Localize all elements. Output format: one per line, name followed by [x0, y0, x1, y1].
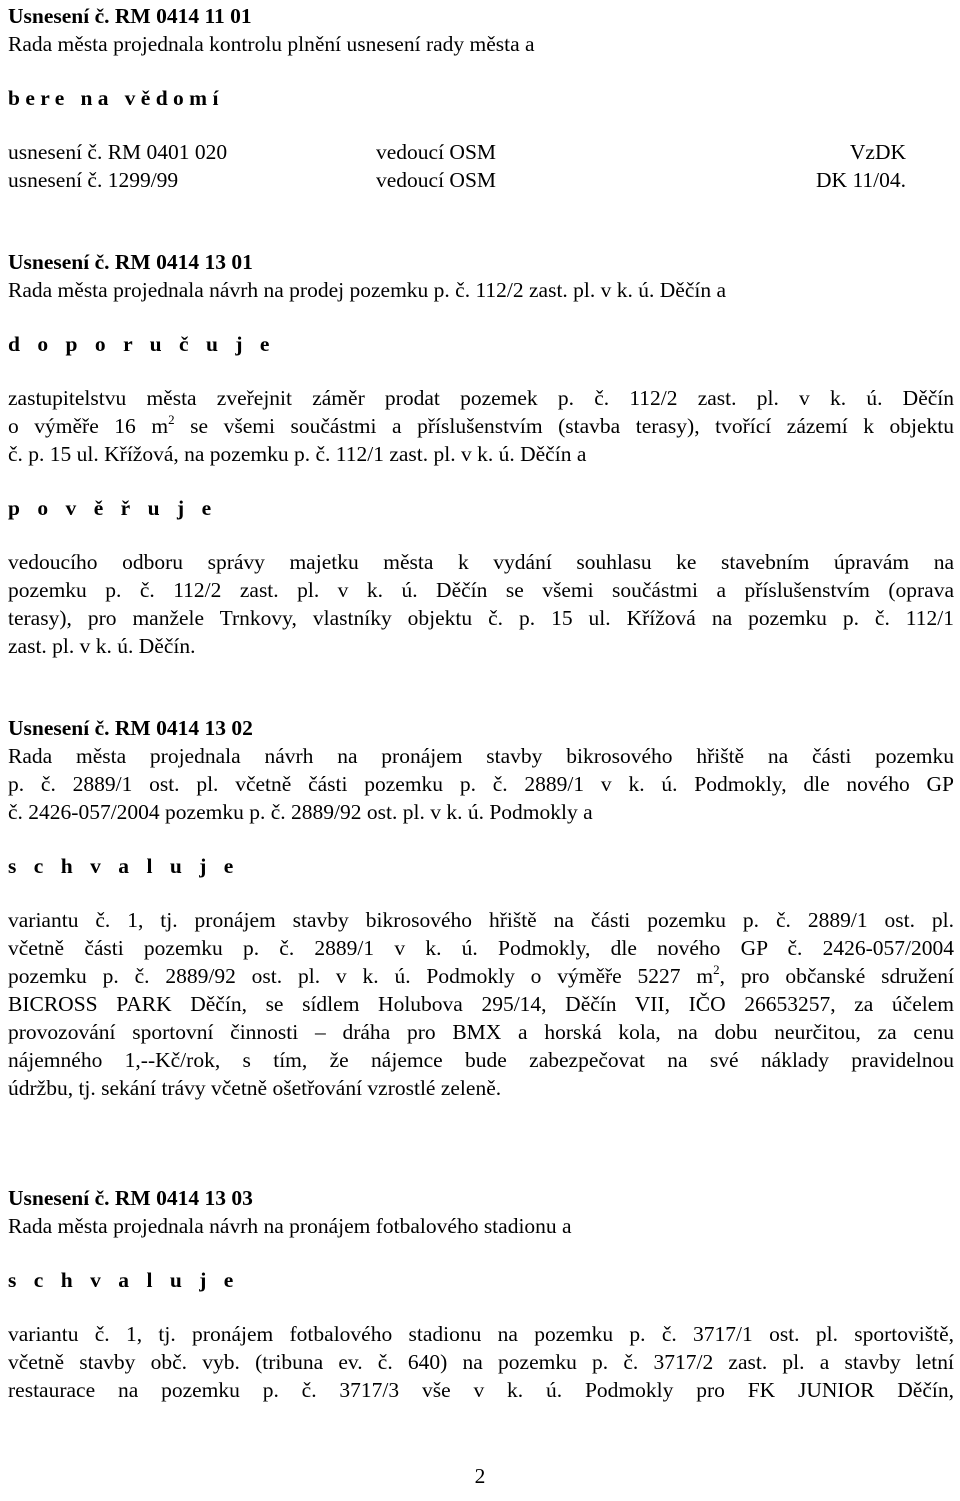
body-line: BICROSS PARK Děčín, se sídlem Holubova 295/14, Děčín VII, IČO 26653257, za účelem [8, 992, 954, 1016]
body-line: o výměře 16 $m^2$ se všemi součástmi a příslušenstvím (stavba terasy), tvořící zázemí k objektu [8, 412, 955, 438]
body-line: č. p. 15 ul. Křížová, na pozemku p. č. 112/1 zast. pl. v k. ú. Děčín a [8, 442, 587, 466]
resolution-verb: b e r e n a v ě d o m í [8, 86, 219, 110]
body-line: nájemného 1,--Kč/rok, s tím, že nájemce bude zabezpečovat na své náklady pravidelnou [8, 1048, 954, 1072]
resolution-intro: č. 2426-057/2004 pozemku p. č. 2889/92 ost. pl. v k. ú. Podmokly a [8, 800, 593, 824]
resolution-intro: Rada města projednala kontrolu plnění usnesení rady města a [8, 32, 535, 56]
body-line: provozování sportovní činnosti – dráha pro BMX a horská kola, na dobu neurčitou, za cenu [8, 1020, 954, 1044]
resolution-intro: p. č. 2889/1 ost. pl. včetně části pozemku p. č. 2889/1 v k. ú. Podmokly, dle nového GP [8, 772, 954, 796]
body-line: variantu č. 1, tj. pronájem stavby bikrosového hřiště na části pozemku p. č. 2889/1 ost. pl. [8, 908, 954, 932]
body-line: terasy), pro manžele Trnkovy, vlastníky objektu č. p. 15 ul. Křížová na pozemku p. č. 112/1 [8, 606, 954, 630]
task-ref: usnesení č. RM 0401 020 [8, 140, 228, 164]
resolution-title: Usnesení č. RM 0414 13 01 [8, 250, 253, 274]
resolution-verb: p o v ě ř u j e [8, 496, 218, 520]
resolution-title: Usnesení č. RM 0414 13 03 [8, 1186, 253, 1210]
body-line: včetně stavby obč. vyb. (tribuna ev. č. 640) na pozemku p. č. 3717/2 zast. pl. a stavby letní [8, 1350, 954, 1374]
task-row [8, 166, 954, 194]
task-owner: vedoucí OSM [376, 140, 497, 164]
task-deadline: VzDK [849, 140, 906, 164]
body-line: vedoucího odboru správy majetku města k vydání souhlasu ke stavebním úpravám na [8, 550, 954, 574]
body-line: pozemku p. č. 112/2 zast. pl. v k. ú. Děčín se všemi součástmi a příslušenstvím (oprava [8, 578, 954, 602]
resolution-title: Usnesení č. RM 0414 11 01 [8, 4, 252, 28]
body-line: zastupitelstvu města zveřejnit záměr prodat pozemek p. č. 112/2 zast. pl. v k. ú. Děčín [8, 386, 954, 410]
task-ref: usnesení č. 1299/99 [8, 168, 179, 192]
resolution-intro: Rada města projednala návrh na pronájem fotbalového stadionu a [8, 1214, 572, 1238]
body-line: variantu č. 1, tj. pronájem fotbalového stadionu na pozemku p. č. 3717/1 ost. pl. sportoviště, [8, 1322, 954, 1346]
document-page [8, 0, 954, 1404]
resolution-intro: Rada města projednala návrh na pronájem stavby bikrosového hřiště na části pozemku [8, 744, 954, 768]
body-line: pozemku p. č. 2889/92 ost. pl. v k. ú. Podmokly o výměře 5227 $m^2$, pro občanské sdružení [8, 962, 954, 988]
body-line: zast. pl. v k. ú. Děčín. [8, 634, 196, 658]
page-number: 2 [474, 1464, 486, 1488]
task-owner: vedoucí OSM [376, 168, 497, 192]
resolution-title: Usnesení č. RM 0414 13 02 [8, 716, 253, 740]
body-line: údržbu, tj. sekání trávy včetně ošetřování vzrostlé zeleně. [8, 1076, 502, 1100]
body-line: restaurace na pozemku p. č. 3717/3 vše v k. ú. Podmokly pro FK JUNIOR Děčín, [8, 1378, 954, 1402]
task-deadline: DK 11/04. [816, 168, 906, 192]
resolution-verb: s c h v a l u j e [8, 854, 240, 878]
resolution-verb: d o p o r u č u j e [8, 332, 276, 356]
task-row [8, 138, 954, 166]
resolution-verb: s c h v a l u j e [8, 1268, 240, 1292]
body-line: včetně části pozemku p. č. 2889/1 v k. ú. Podmokly, dle nového GP č. 2426-057/2004 [8, 936, 954, 960]
resolution-intro: Rada města projednala návrh na prodej pozemku p. č. 112/2 zast. pl. v k. ú. Děčín a [8, 278, 727, 302]
